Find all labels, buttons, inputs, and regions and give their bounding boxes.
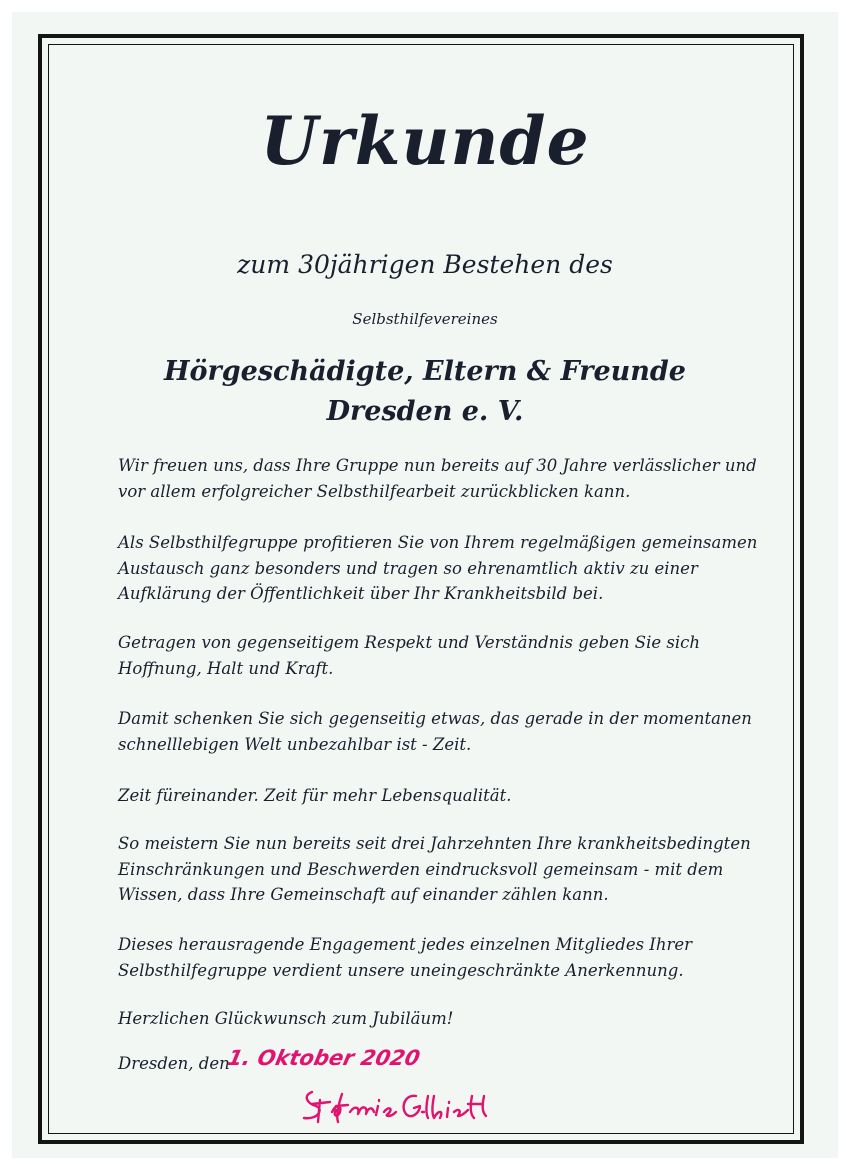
organization-name [0,352,850,432]
paragraph-8: Herzlichen Glückwunsch zum Jubiläum! [118,1009,454,1028]
paragraph-4: Damit schenken Sie sich gegenseitig etwas, das gerade in der momentanen schnelllebigen Welt unbezahlbar ist - Zeit. [118,709,752,754]
certificate-title: Urkunde [260,102,590,180]
paragraph-5: Zeit füreinander. Zeit für mehr Lebensqualität. [118,786,512,805]
organization-name-line1: Hörgeschädigte, Eltern & Freunde [164,356,686,387]
paragraph-6: So meistern Sie nun bereits seit drei Jahrzehnten Ihre krankheitsbedingten Einschränkungen und Beschwerden eindrucksvoll gemeinsam - mit dem Wissen, dass Ihre Gemeinschaft auf einander zählen kann. [118,834,751,904]
organization-name-line2: Dresden e. V. [326,396,524,427]
paragraph-1: Wir freuen uns, dass Ihre Gruppe nun bereits auf 30 Jahre verlässlicher und vor allem erfolgreicher Selbsthilfearbeit zurückblicken kann. [118,456,757,501]
handwritten-date: 1. Oktober 2020 [225,1046,423,1070]
signature [298,1082,498,1128]
paragraph-7: Dieses herausragende Engagement jedes einzelnen Mitgliedes Ihrer Selbsthilfegruppe verdient unsere uneingeschränkte Anerkennung. [118,935,692,980]
paragraph-3: Getragen von gegenseitigem Respekt und Verständnis geben Sie sich Hoffnung, Halt und Kraft. [118,633,700,678]
organization-type: Selbsthilfevereines [352,310,498,328]
paragraph-2: Als Selbsthilfegruppe profitieren Sie von Ihrem regelmäßigen gemeinsamen Austausch ganz besonders und tragen so ehrenamtlich aktiv zu einer Aufklärung der Öffentlichkeit über Ihr Krankheitsbild bei. [118,533,758,603]
place-date-label: Dresden, den [118,1054,230,1073]
certificate-subtitle: zum 30jährigen Bestehen des [237,250,613,279]
